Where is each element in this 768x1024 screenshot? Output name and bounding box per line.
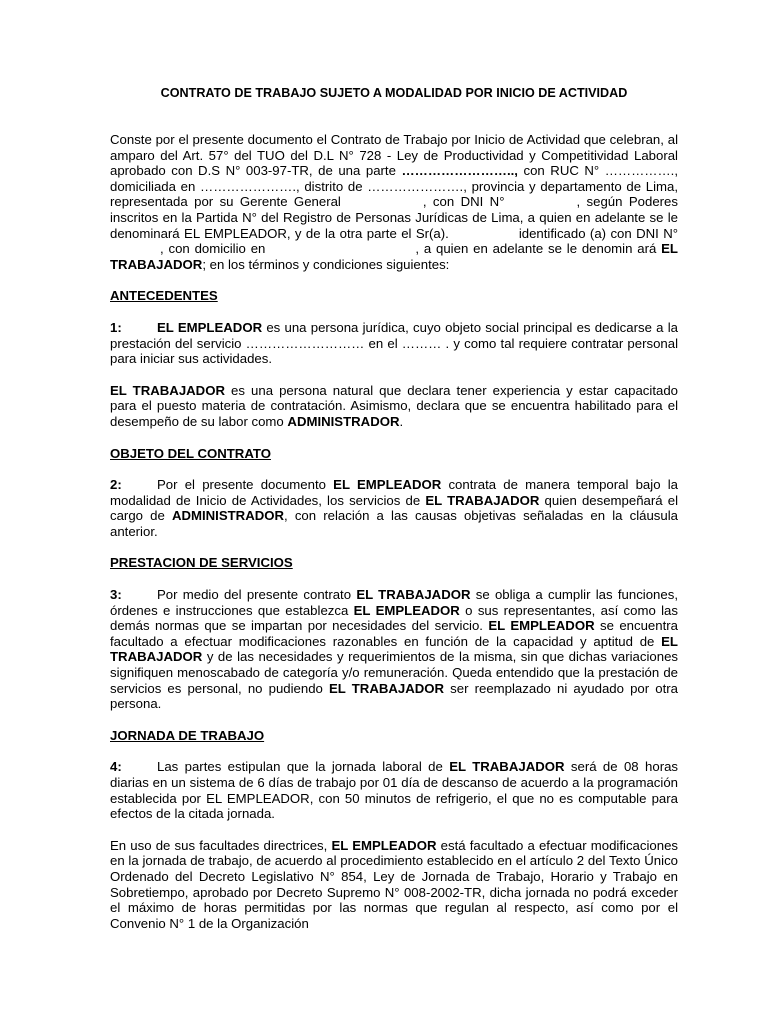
clause-3-text-6: ser reemplazado ni ayudado por otra persona.	[110, 680, 678, 712]
clause-1b-role: ADMINISTRADOR	[287, 413, 400, 429]
contract-body	[110, 132, 678, 947]
heading-prestacion: PRESTACION DE SERVICIOS	[110, 555, 293, 571]
intro-trabajador: EL TRABAJADOR	[110, 241, 678, 272]
heading-objeto: OBJETO DEL CONTRATO	[110, 445, 271, 461]
clause-4b-text-1: En uso de sus facultades directrices,	[110, 837, 332, 853]
clause-1b-text: es una persona natural que declara tener experiencia y estar capacitado para el puesto materia de contratación. Asimismo, declara que se encuentra habilitado para el desempeño de su labor como	[110, 382, 678, 429]
clause-1-text: es una persona jurídica, cuyo objeto social principal es dedicarse a la prestación del servicio ……………………… en el ……… . y como tal requiere contratar personal para iniciar sus actividades.	[110, 319, 678, 367]
clause-4b-empleador: EL EMPLEADOR	[331, 837, 437, 853]
clause-3-trabajador-2: EL TRABAJADOR	[110, 633, 678, 665]
clause-4-trabajador: EL TRABAJADOR	[449, 759, 565, 775]
clause-3-text-3: o sus representantes, así como las demás normas que se impartan por necesidades del servicio.	[110, 602, 678, 634]
clause-3-text-5: y de las necesidades y requerimientos de la misma, sin que dichas variaciones signifiquen menoscabado de categoría y/o remuneración. Queda entendido que la prestación de servicios es personal, no pudiendo	[110, 649, 678, 696]
intro-text-7: , a quien en adelante se le denomin ará	[415, 241, 662, 257]
clause-3-text-4: se encuentra facultado a efectuar modificaciones razonables en función de la capacidad y aptitud de	[110, 618, 678, 649]
clause-4-text-1: Las partes estipulan que la jornada laboral de	[157, 759, 450, 775]
intro-text-1: Conste por el presente documento el Contrato de Trabajo por Inicio de Actividad que celebran, al amparo del Art. 57° del TUO del D.L N° 728 - Ley de Productividad y Competitividad Laboral aprobado con D.S N° 003-97-TR, de una parte	[110, 132, 678, 179]
clause-4b-text-2: está facultado a efectuar modificaciones en la jornada de trabajo, de acuerdo al procedimiento establecido en el artículo 2 del Texto Único Ordenado del Decreto Legislativo N° 854, Ley de Jornada de Trabajo, Horario y Trabajo en Sobretiempo, aprobado por Decreto Supremo N° 008-2002-TR, dicha jornada no podrá exceder el máximo de horas permitidas por las normas que regulan al respecto, así como por el Convenio N° 1 de la Organización	[110, 837, 678, 931]
clause-3-text-2: se obliga a cumplir las funciones, órdenes e instrucciones que establezca	[110, 587, 678, 618]
clause-1	[110, 320, 678, 367]
clause-2-text-1: Por el presente documento	[157, 477, 334, 493]
clause-1b-end: .	[399, 413, 404, 429]
clause-number: 4:	[110, 759, 122, 775]
clause-2-text-4: , con relación a las causas objetivas señaladas en la cláusula anterior.	[110, 508, 678, 539]
clause-number: 1:	[110, 319, 122, 335]
clause-1-trabajador	[110, 383, 678, 430]
clause-3-empleador: EL EMPLEADOR	[353, 602, 460, 618]
intro-text-8: ; en los términos y condiciones siguientes:	[202, 256, 450, 272]
clause-3-trabajador-3: EL TRABAJADOR	[329, 680, 445, 696]
clause-2-text-2: contrata de manera temporal bajo la modalidad de Inicio de Actividades, los servicios de	[110, 477, 678, 508]
intro-text-6: , con domicilio en	[160, 241, 266, 257]
clause-3-text-1: Por medio del presente contrato	[157, 587, 357, 603]
clause-number: 2:	[110, 477, 122, 493]
clause-4-modificaciones	[110, 838, 678, 932]
clause-2-trabajador: EL TRABAJADOR	[425, 492, 540, 508]
clause-3-trabajador: EL TRABAJADOR	[356, 587, 471, 603]
clause-2-empleador: EL EMPLEADOR	[333, 477, 442, 493]
clause-number: 3:	[110, 587, 122, 603]
intro-company-blank: ……………………..,	[401, 163, 518, 179]
contract-title: CONTRATO DE TRABAJO SUJETO A MODALIDAD POR INICIO DE ACTIVIDAD	[160, 86, 628, 100]
clause-2-text-3: quien desempeñará el cargo de	[110, 492, 678, 524]
clause-3	[110, 587, 678, 712]
clause-1b-trabajador: EL TRABAJADOR	[110, 382, 225, 398]
clause-4-text-2: será de 08 horas diarias en un sistema de 6 días de trabajo por 01 día de descanso de acuerdo a la programación establecida por EL EMPLEADOR, con 50 minutos de refrigerio, el que no es computable para efectos de la citada jornada.	[110, 759, 679, 822]
heading-jornada: JORNADA DE TRABAJO	[110, 727, 265, 743]
clause-1-empleador: EL EMPLEADOR	[157, 319, 263, 335]
heading-antecedentes: ANTECEDENTES	[110, 288, 218, 304]
clause-4	[110, 759, 678, 821]
intro-text-4: , según Poderes inscritos en la Partida N° del Registro de Personas Jurídicas de Lima, a quien en adelante se le denominará EL EMPLEADOR, y de la otra parte el Sr(a).	[110, 194, 678, 241]
clause-3-empleador-2: EL EMPLEADOR	[488, 618, 595, 634]
intro-text-5: identificado (a) con DNI N°	[518, 225, 678, 241]
clause-2-role: ADMINISTRADOR	[171, 508, 285, 524]
intro-paragraph	[110, 132, 678, 272]
clause-2	[110, 477, 678, 539]
intro-text-2: con RUC N° ……………., domiciliada en …………………., distrito de …………………., provincia y departamento de Lima, representada por su Gerente General	[110, 163, 678, 210]
intro-text-3: , con DNI N°	[422, 194, 505, 210]
